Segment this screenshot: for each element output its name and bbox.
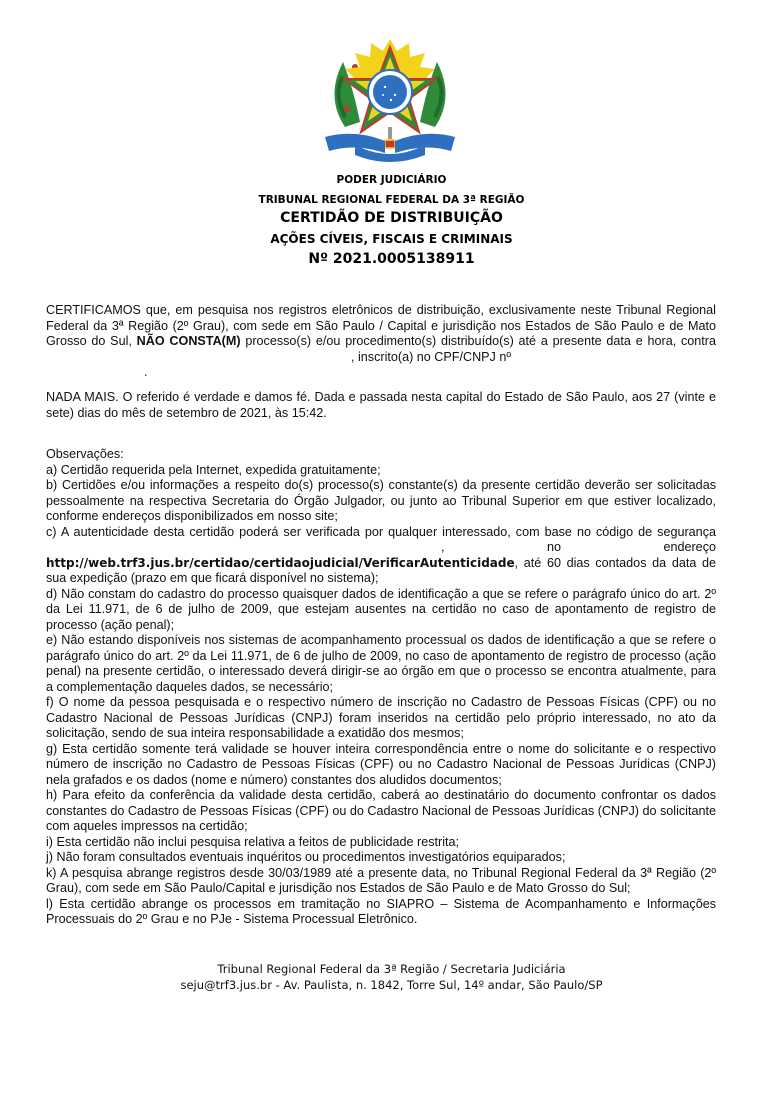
document-subtitle: AÇÕES CÍVEIS, FISCAIS E CRIMINAIS <box>270 232 513 246</box>
certificate-number: Nº 2021.0005138911 <box>308 251 475 267</box>
observation-d: d) Não constam do cadastro do processo quaisquer dados de identificação a que se refere o parágrafo único do art. 2º da Lei 11.971, de 6 de julho de 2009, que estejam ausentes na certidão no caso de apontamento de registro de processo (ação penal); <box>46 586 716 632</box>
observation-l: l) Esta certidão abrange os processos em tramitação no SIAPRO – Sistema de Acompanhamento e Informações Processuais do 2º Grau e no PJe - Sistema Processual Eletrônico. <box>46 896 716 926</box>
observation-c-text: c) A autenticidade desta certidão poderá ser verificada por qualquer interessado, com base no código de segurança <box>46 524 716 539</box>
judiciary-heading: PODER JUDICIÁRIO <box>336 174 447 186</box>
court-name-heading: TRIBUNAL REGIONAL FEDERAL DA 3ª REGIÃO <box>258 194 525 206</box>
observation-j: j) Não foram consultados eventuais inquéritos ou procedimentos investigatórios equiparados; <box>46 850 566 864</box>
certification-body: processo(s) e/ou procedimento(s) distribuído(s) até a presente data e hora, contra <box>240 334 716 348</box>
observation-k: k) A pesquisa abrange registros desde 30/03/1989 até a presente data, no Tribunal Regional Federal da 3ª Região (2º Grau), com sede em São Paulo/Capital e jurisdição nos Estados de São Paulo e de Mato Grosso do Sul; <box>46 865 716 895</box>
coat-of-arms-icon <box>315 37 465 165</box>
footer-court: Tribunal Regional Federal da 3ª Região / Secretaria Judiciária <box>217 962 566 976</box>
observations-section <box>46 447 716 928</box>
certification-cpf-label: , inscrito(a) no CPF/CNPJ nº <box>351 349 511 364</box>
observations-heading: Observações: <box>46 447 124 461</box>
observation-f: f) O nome da pessoa pesquisada e o respectivo número de inscrição no Cadastro de Pessoas Físicas (CPF) ou no Cadastro Nacional de Pessoas Jurídicas (CNPJ) foram inseridos na certidão pelo próprio interessado, no ato da solicitação, sendo de sua inteira responsabilidade a exatidão dos mesmos; <box>46 695 716 740</box>
verification-link[interactable]: http://web.trf3.jus.br/certidao/certidaojudicial/VerificarAutenticidade <box>46 555 515 570</box>
certification-intro: CERTIFICAMOS que, em pesquisa nos registros eletrônicos de distribuição, exclusivamente neste Tribunal Regional Federal da 3ª Região (2º Grau), com sede em São Paulo / Capital e jurisdição nos Estados de São Paulo e de Mato Grosso do Sul, <box>46 303 716 348</box>
footer <box>0 961 783 993</box>
observation-c-address-label: , no endereço <box>441 540 716 554</box>
certification-end: . <box>144 365 148 379</box>
closing-paragraph: NADA MAIS. O referido é verdade e damos fé. Dada e passada nesta capital do Estado de São Paulo, aos 27 (vinte e sete) dias do mês de setembro de 2021, às 15:42. <box>46 390 716 420</box>
observation-g: g) Esta certidão somente terá validade se houver inteira correspondência entre o nome do solicitante e o respectivo número de inscrição no Cadastro de Pessoas Físicas (CPF) ou no Cadastro Nacional de Pessoas Jurídicas (CNPJ) nela grafados e os dados (nome e número) constantes dos aludidos documentos; <box>46 741 716 787</box>
observation-c <box>46 525 716 587</box>
observation-c-deadline: , até 60 dias contados da data de sua expedição (prazo em que ficará disponível no sistema); <box>46 555 716 585</box>
observation-a: a) Certidão requerida pela Internet, expedida gratuitamente; <box>46 462 381 477</box>
observation-e: e) Não estando disponíveis nos sistemas de acompanhamento processual os dados de identificação a que se refere o parágrafo único do art. 2º da Lei 11.971, de 6 de julho de 2009, no caso de apontamento de registro de processo (ação penal) na presente certidão, o interessado deverá dirigir-se ao órgão em que o processo se encontra atualmente, para a complementação daqueles dados, se necessário; <box>46 633 716 694</box>
observation-h: h) Para efeito da conferência da validade desta certidão, caberá ao destinatário do documento confrontar os dados constantes do Cadastro de Pessoas Físicas (CPF) ou do Cadastro Nacional de Pessoas Jurídicas (CNPJ) do solicitante com aqueles impressos na certidão; <box>46 788 716 833</box>
document-title: CERTIDÃO DE DISTRIBUIÇÃO <box>280 210 503 226</box>
observation-i: i) Esta certidão não inclui pesquisa relativa a feitos de publicidade restrita; <box>46 834 460 849</box>
observation-b: b) Certidões e/ou informações a respeito do(s) processo(s) constante(s) da presente certidão deverão ser solicitadas pessoalmente na respectiva Secretaria do Órgão Julgador, ou junto ao Tribunal Superior em que estiver localizado, conforme endereços disponibilizados em nosso site; <box>46 478 716 523</box>
footer-address: seju@trf3.jus.br - Av. Paulista, n. 1842, Torre Sul, 14º andar, São Paulo/SP <box>180 978 603 992</box>
certification-paragraph <box>46 303 716 381</box>
certification-result: NÃO CONSTA(M) <box>136 334 241 348</box>
